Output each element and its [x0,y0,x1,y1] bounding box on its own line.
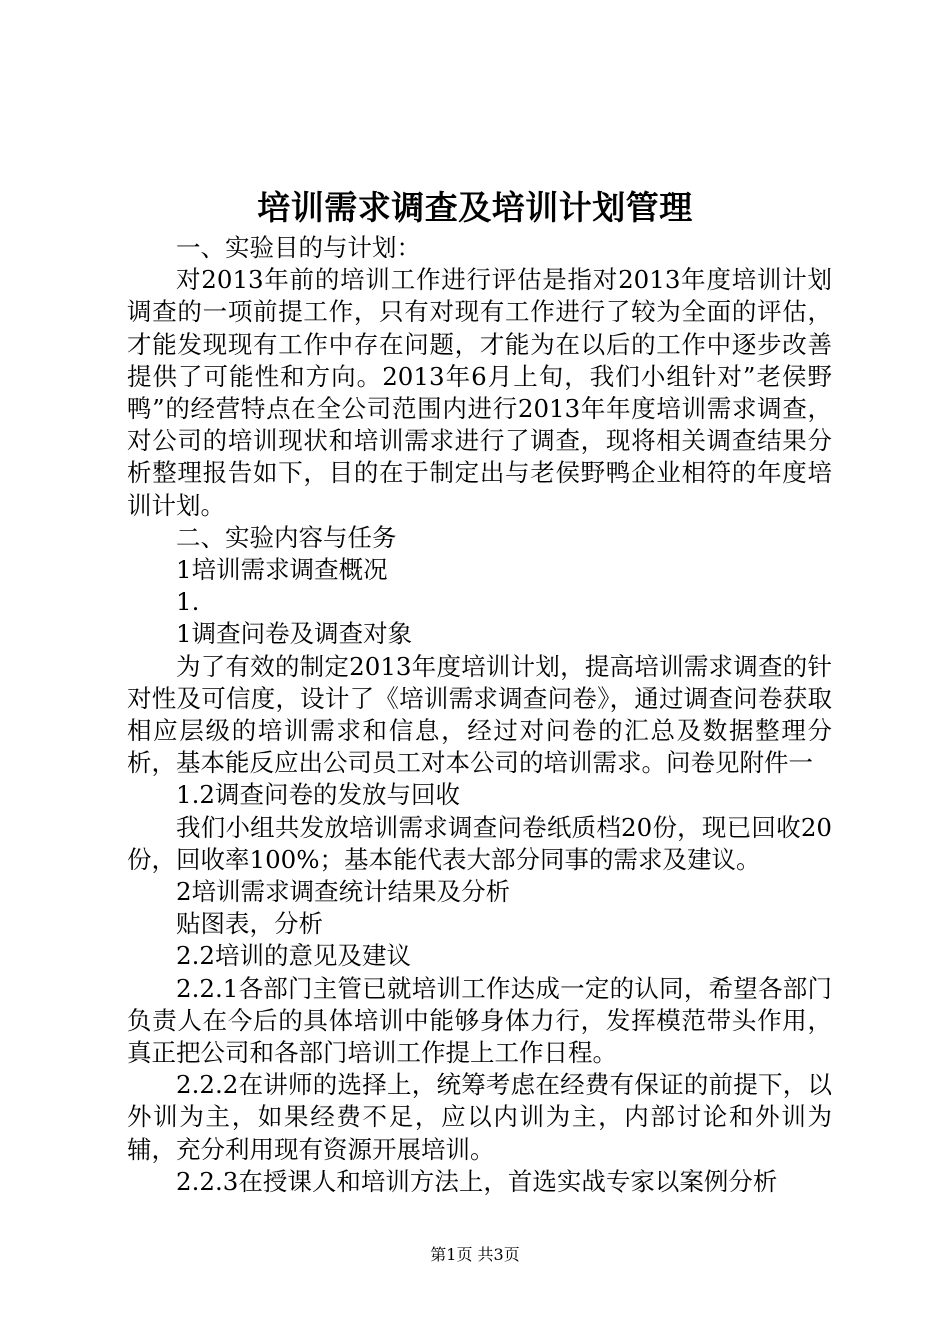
paragraph-distribution: 我们小组共发放培训需求调查问卷纸质档20份，现已回收20份，回收率100%；基本能代表大部分同事的需求及建议。 [127,812,832,874]
subheading-questionnaire: 1调查问卷及调查对象 [176,619,413,649]
paragraph-intro: 对2013年前的培训工作进行评估是指对2013年度培训计划调查的一项前提工作，只有对现有工作进行了较为全面的评估，才能发现现有工作中存在问题，才能为在以后的工作中逐步改善提供了可能性和方向。2013年6月上旬，我们小组针对”老侯野鸭”的经营特点在全公司范围内进行2013年年度培训需求调查，对公司的培训现状和培训需求进行了调查，现将相关调查结果分析整理报告如下，目的在于制定出与老侯野鸭企业相符的年度培训计划。 [127,265,832,520]
paragraph-suggestion-1: 2.2.1各部门主管已就培训工作达成一定的认同，希望各部门负责人在今后的具体培训中能够身体力行，发挥模范带头作用，真正把公司和各部门培训工作提上工作日程。 [127,973,832,1068]
paragraph-chart-note: 贴图表，分析 [176,909,323,939]
document-title: 培训需求调查及培训计划管理 [257,188,693,227]
subheading-suggestions: 2.2培训的意见及建议 [176,941,411,971]
page-footer: 第1页 共3页 [430,1245,520,1264]
subheading-results: 2培训需求调查统计结果及分析 [176,877,511,907]
subheading-distribution: 1.2调查问卷的发放与回收 [176,780,460,810]
section-heading-content: 二、实验内容与任务 [176,522,397,552]
subheading-overview: 1培训需求调查概况 [176,555,388,585]
paragraph-questionnaire: 为了有效的制定2013年度培训计划，提高培训需求调查的针对性及可信度，设计了《培训需求调查问卷》，通过调查问卷获取相应层级的培训需求和信息，经过对问卷的汇总及数据整理分析，基本能反应出公司员工对本公司的培训需求。问卷见附件一 [127,651,832,778]
paragraph-suggestion-3: 2.2.3在授课人和培训方法上，首选实战专家以案例分析 [176,1166,778,1196]
section-heading-purpose: 一、实验目的与计划： [176,233,421,262]
document-body [127,232,832,1198]
subheading-number: 1. [176,587,200,617]
paragraph-suggestion-2: 2.2.2在讲师的选择上，统筹考虑在经费有保证的前提下，以外训为主，如果经费不足，应以内训为主，内部讨论和外训为辅，充分利用现有资源开展培训。 [127,1070,832,1164]
